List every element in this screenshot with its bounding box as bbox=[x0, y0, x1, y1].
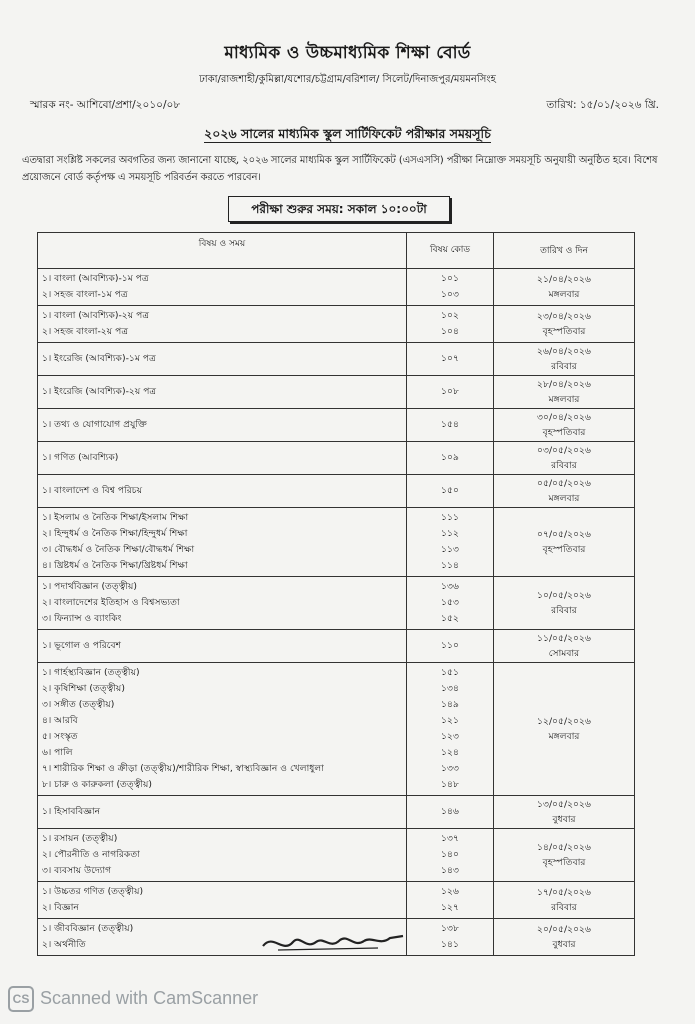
code-cell bbox=[407, 919, 494, 956]
subject-code: ১৫৪ bbox=[441, 419, 459, 430]
subject-cell bbox=[38, 882, 407, 919]
exam-date: ১২/০৫/২০২৬ bbox=[537, 716, 591, 727]
exam-day: বুধবার bbox=[552, 939, 576, 950]
subject-name: ৩। ব্যবসায় উদ্যোগ bbox=[42, 865, 112, 876]
header-date: তারিখ ও দিন bbox=[494, 233, 635, 269]
code-cell bbox=[407, 508, 494, 577]
exam-day: বৃহস্পতিবার bbox=[542, 544, 586, 555]
subject-name: ২। হিন্দুধর্ম ও নৈতিক শিক্ষা/হিন্দুধর্ম শিক্ষা bbox=[42, 528, 188, 539]
subject-code: ১৪৬ bbox=[441, 806, 459, 817]
subject-code: ১১০ bbox=[441, 640, 459, 651]
exam-date: ১৭/০৫/২০২৬ bbox=[537, 887, 591, 898]
board-name: মাধ্যমিক ও উচ্চমাধ্যমিক শিক্ষা বোর্ড bbox=[224, 43, 471, 63]
subject-code: ১১৩ bbox=[441, 544, 459, 555]
code-cell bbox=[407, 306, 494, 343]
subject-code: ১৩৩ bbox=[441, 763, 459, 774]
subject-cell bbox=[38, 630, 407, 663]
date-cell bbox=[494, 663, 635, 796]
subject-name: ১। বাংলাদেশ ও বিশ্ব পরিচয় bbox=[42, 485, 143, 496]
subject-name: ৩। ফিন্যান্স ও ব্যাংকিং bbox=[42, 613, 122, 624]
table-row bbox=[38, 475, 635, 508]
subject-name: ১। তথ্য ও যোগাযোগ প্রযুক্তি bbox=[42, 419, 147, 430]
subject-cell bbox=[38, 577, 407, 630]
subject-name: ২। সহজ বাংলা-১ম পত্র bbox=[42, 289, 128, 300]
subject-name: ১। গণিত (আবশ্যিক) bbox=[42, 452, 119, 463]
subject-name: ১। বাংলা (আবশ্যিক)-২য় পত্র bbox=[42, 310, 150, 321]
date-cell bbox=[494, 269, 635, 306]
exam-day: বৃহস্পতিবার bbox=[542, 857, 586, 868]
exam-day: মঙ্গলবার bbox=[548, 289, 580, 300]
subject-code: ১৫৩ bbox=[441, 597, 459, 608]
exam-date: ০৭/০৫/২০২৬ bbox=[537, 529, 591, 540]
subject-cell bbox=[38, 269, 407, 306]
subject-code: ১০১ bbox=[441, 273, 459, 284]
subject-name: ১। রসায়ন (তত্ত্বীয়) bbox=[42, 833, 118, 844]
table-row bbox=[38, 577, 635, 630]
subject-name: ৪। আরবি bbox=[42, 715, 78, 726]
exam-date: ১৩/০৫/২০২৬ bbox=[537, 799, 591, 810]
code-cell bbox=[407, 577, 494, 630]
table-row bbox=[38, 829, 635, 882]
header-code: বিষয় কোড bbox=[407, 233, 494, 269]
subject-code: ১০৭ bbox=[441, 353, 459, 364]
exam-schedule-table bbox=[37, 232, 635, 956]
exam-day: রবিবার bbox=[551, 361, 577, 372]
code-cell bbox=[407, 663, 494, 796]
subject-code: ১৩৮ bbox=[441, 923, 459, 934]
subject-cell bbox=[38, 508, 407, 577]
code-cell bbox=[407, 269, 494, 306]
code-cell bbox=[407, 796, 494, 829]
exam-date: ৩০/০৪/২০২৬ bbox=[537, 412, 591, 423]
subject-code: ১৪১ bbox=[441, 939, 459, 950]
table-row bbox=[38, 343, 635, 376]
subject-name: ২। পৌরনীতি ও নাগরিকতা bbox=[42, 849, 140, 860]
subject-code: ১০৪ bbox=[441, 326, 459, 337]
exam-date: ২১/০৪/২০২৬ bbox=[537, 274, 591, 285]
subject-cell bbox=[38, 475, 407, 508]
subject-name: ২। বিজ্ঞান bbox=[42, 902, 79, 913]
subject-name: ২। অর্থনীতি bbox=[42, 939, 86, 950]
date-cell bbox=[494, 829, 635, 882]
header-subject: বিষয় ও সময় bbox=[38, 233, 407, 269]
signature bbox=[258, 928, 408, 958]
table-header-row bbox=[38, 233, 635, 269]
code-cell bbox=[407, 630, 494, 663]
date-cell bbox=[494, 919, 635, 956]
subject-code: ১৫২ bbox=[441, 613, 459, 624]
subject-code: ১০৩ bbox=[441, 289, 459, 300]
exam-date: ১১/০৫/২০২৬ bbox=[537, 633, 591, 644]
subject-cell bbox=[38, 442, 407, 475]
issue-date: তারিখ: ১৫/০১/২০২৬ খ্রি. bbox=[546, 99, 659, 111]
subject-cell bbox=[38, 343, 407, 376]
subject-name: ১। পদার্থবিজ্ঞান (তত্ত্বীয়) bbox=[42, 581, 137, 592]
subject-code: ১২৬ bbox=[441, 886, 459, 897]
code-cell bbox=[407, 475, 494, 508]
code-cell bbox=[407, 376, 494, 409]
exam-date: ১০/০৫/২০২৬ bbox=[537, 590, 591, 601]
code-cell bbox=[407, 829, 494, 882]
code-cell bbox=[407, 409, 494, 442]
date-cell bbox=[494, 796, 635, 829]
table-row bbox=[38, 882, 635, 919]
subject-name: ৬। পালি bbox=[42, 747, 73, 758]
table-row bbox=[38, 269, 635, 306]
camscanner-text: Scanned with CamScanner bbox=[40, 987, 259, 1008]
exam-day: বুধবার bbox=[552, 814, 576, 825]
document-title bbox=[0, 126, 695, 146]
subject-code: ১৩৪ bbox=[441, 683, 459, 694]
table-row bbox=[38, 306, 635, 343]
subject-name: ৩। সঙ্গীত (তত্ত্বীয়) bbox=[42, 699, 115, 710]
date-cell bbox=[494, 630, 635, 663]
code-cell bbox=[407, 882, 494, 919]
intro-paragraph: এতদ্বারা সংশ্লিষ্ট সকলের অবগতির জন্য জানানো যাচ্ছে, ২০২৬ সালের মাধ্যমিক স্কুল সার্টিফিকেট (এসএসসি) পরীক্ষা নিম্নোক্ত সময়সূচি অনুযায়ী অনুষ্ঠিত হবে। বিশেষ প্রয়োজনে বোর্ড কর্তৃপক্ষ এ সময়সূচি পরিবর্তন করতে পারবেন। bbox=[22, 155, 658, 183]
subject-code: ১৫০ bbox=[441, 485, 459, 496]
subject-name: ১। হিসাববিজ্ঞান bbox=[42, 806, 101, 817]
subject-cell bbox=[38, 409, 407, 442]
memo-number: স্মারক নং- আশিবো/প্রশা/২০১০/০৮ bbox=[30, 99, 181, 111]
subject-cell bbox=[38, 796, 407, 829]
code-cell bbox=[407, 442, 494, 475]
exam-day: রবিবার bbox=[551, 902, 577, 913]
table-row bbox=[38, 630, 635, 663]
exam-date: ০৩/০৫/২০২৬ bbox=[537, 445, 591, 456]
subject-code: ১০৮ bbox=[441, 386, 459, 397]
table-row bbox=[38, 663, 635, 796]
subject-cell bbox=[38, 376, 407, 409]
date-cell bbox=[494, 376, 635, 409]
exam-date: ০৫/০৫/২০২৬ bbox=[537, 478, 591, 489]
subject-name: ৩। বৌদ্ধধর্ম ও নৈতিক শিক্ষা/বৌদ্ধধর্ম শিক্ষা bbox=[42, 544, 195, 555]
subject-name: ১। বাংলা (আবশ্যিক)-১ম পত্র bbox=[42, 273, 149, 284]
subject-code: ১২৪ bbox=[441, 747, 459, 758]
subject-code: ১৩৭ bbox=[441, 833, 459, 844]
subject-code: ১২৭ bbox=[441, 902, 459, 913]
date-cell bbox=[494, 882, 635, 919]
exam-date: ২৩/০৪/২০২৬ bbox=[537, 311, 591, 322]
subject-code: ১৪৮ bbox=[441, 779, 459, 790]
exam-date: ২৬/০৪/২০২৬ bbox=[537, 346, 591, 357]
subject-name: ১। জীববিজ্ঞান (তত্ত্বীয়) bbox=[42, 923, 134, 934]
table-body bbox=[38, 269, 635, 956]
exam-day: মঙ্গলবার bbox=[548, 731, 580, 742]
exam-day: বৃহস্পতিবার bbox=[542, 326, 586, 337]
subject-code: ১৪৩ bbox=[441, 865, 459, 876]
table-row bbox=[38, 442, 635, 475]
subject-code: ১৪৯ bbox=[441, 699, 459, 710]
subject-code: ১৫১ bbox=[441, 667, 459, 678]
subject-name: ১। ইংরেজি (আবশ্যিক)-১ম পত্র bbox=[42, 353, 156, 364]
exam-day: বৃহস্পতিবার bbox=[542, 427, 586, 438]
subject-code: ১৩৬ bbox=[441, 581, 459, 592]
subject-name: ১। ভূগোল ও পরিবেশ bbox=[42, 640, 122, 651]
date-cell bbox=[494, 508, 635, 577]
exam-day: মঙ্গলবার bbox=[548, 493, 580, 504]
exam-date: ২৮/০৪/২০২৬ bbox=[537, 379, 591, 390]
subject-code: ১১৪ bbox=[441, 560, 459, 571]
exam-day: রবিবার bbox=[551, 605, 577, 616]
date-cell bbox=[494, 475, 635, 508]
table-row bbox=[38, 796, 635, 829]
subject-name: ৪। খ্রিষ্টধর্ম ও নৈতিক শিক্ষা/খ্রিষ্টধর্ম শিক্ষা bbox=[42, 560, 188, 571]
subject-cell bbox=[38, 829, 407, 882]
camscanner-logo-icon: CS bbox=[8, 986, 34, 1012]
exam-day: মঙ্গলবার bbox=[548, 394, 580, 405]
subject-cell bbox=[38, 663, 407, 796]
subject-code: ১১১ bbox=[441, 512, 459, 523]
exam-day: সোমবার bbox=[548, 648, 580, 659]
subject-name: ১। উচ্চতর গণিত (তত্ত্বীয়) bbox=[42, 886, 144, 897]
exam-day: রবিবার bbox=[551, 460, 577, 471]
boards-list: ঢাকা/রাজশাহী/কুমিল্লা/যশোর/চট্টগ্রাম/বরিশাল/ সিলেট/দিনাজপুর/ময়মনসিংহ bbox=[199, 74, 496, 85]
code-cell bbox=[407, 343, 494, 376]
subject-name: ৮। চারু ও কারুকলা (তত্ত্বীয়) bbox=[42, 779, 152, 790]
subject-name: ৭। শারীরিক শিক্ষা ও ক্রীড়া (তত্ত্বীয়)/শারীরিক শিক্ষা, স্বাস্থ্যবিজ্ঞান ও খেলাধুলা bbox=[42, 763, 324, 774]
subject-cell bbox=[38, 306, 407, 343]
date-cell bbox=[494, 409, 635, 442]
subject-name: ২। কৃষিশিক্ষা (তত্ত্বীয়) bbox=[42, 683, 125, 694]
subject-code: ১২১ bbox=[441, 715, 459, 726]
subject-name: ২। সহজ বাংলা-২য় পত্র bbox=[42, 326, 129, 337]
exam-date: ২০/০৫/২০২৬ bbox=[537, 924, 591, 935]
subject-code: ১২৩ bbox=[441, 731, 459, 742]
subject-code: ১৪০ bbox=[441, 849, 459, 860]
subject-name: ১। ইসলাম ও নৈতিক শিক্ষা/ইসলাম শিক্ষা bbox=[42, 512, 189, 523]
camscanner-watermark bbox=[8, 986, 258, 1012]
date-cell bbox=[494, 577, 635, 630]
subject-name: ১। গার্হস্থ্যবিজ্ঞান (তত্ত্বীয়) bbox=[42, 667, 140, 678]
date-cell bbox=[494, 442, 635, 475]
table-row bbox=[38, 409, 635, 442]
subject-code: ১০৯ bbox=[441, 452, 459, 463]
date-cell bbox=[494, 306, 635, 343]
subject-name: ১। ইংরেজি (আবশ্যিক)-২য় পত্র bbox=[42, 386, 157, 397]
subject-name: ২। বাংলাদেশের ইতিহাস ও বিশ্বসভ্যতা bbox=[42, 597, 180, 608]
start-time-box: পরীক্ষা শুরুর সময়: সকাল ১০:০০টা bbox=[228, 196, 450, 222]
document-title-text: ২০২৬ সালের মাধ্যমিক স্কুল সার্টিফিকেট পরীক্ষার সময়সূচি bbox=[204, 126, 491, 141]
date-cell bbox=[494, 343, 635, 376]
exam-date: ১৪/০৫/২০২৬ bbox=[537, 842, 591, 853]
subject-code: ১১২ bbox=[441, 528, 459, 539]
subject-name: ৫। সংস্কৃত bbox=[42, 731, 78, 742]
table-row bbox=[38, 508, 635, 577]
subject-code: ১০২ bbox=[441, 310, 459, 321]
table-row bbox=[38, 376, 635, 409]
